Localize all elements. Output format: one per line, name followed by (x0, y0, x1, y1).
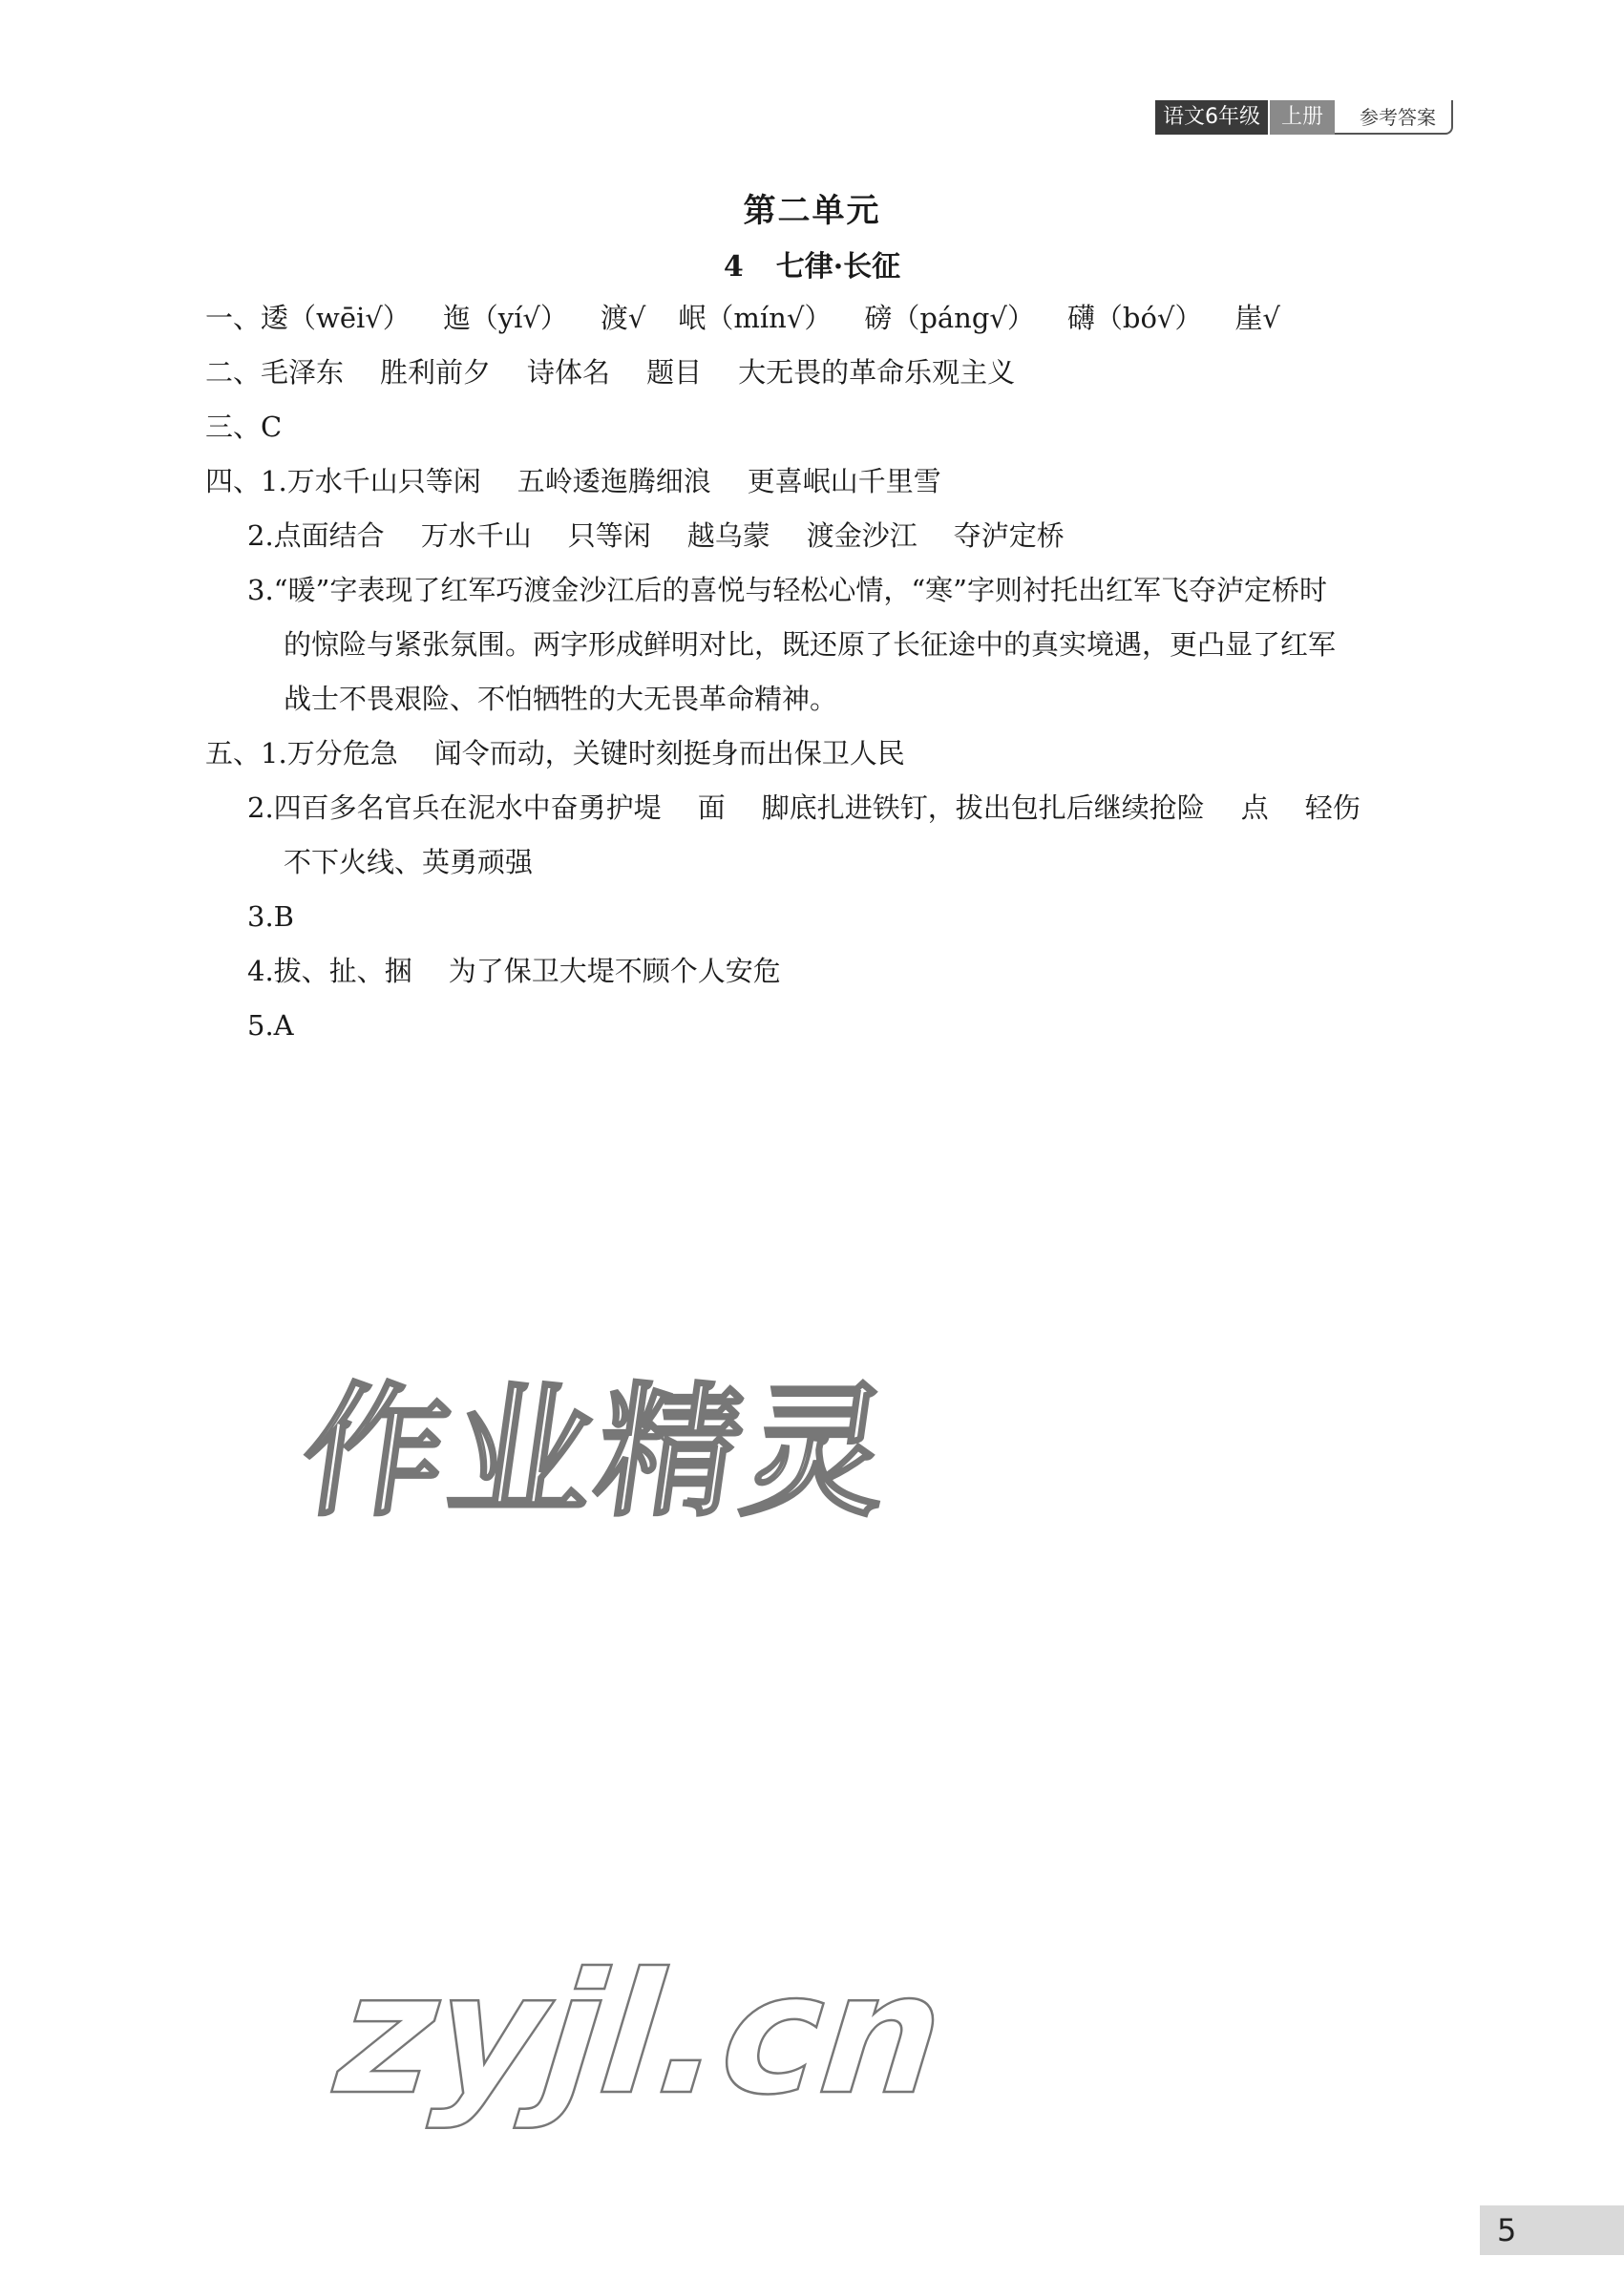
section-three (205, 400, 1485, 454)
section-four-q3-cont (205, 672, 1485, 727)
answer-text: 战士不畏艰险、不怕牺牲的大无畏革命精神。 (284, 683, 838, 715)
answer-item: 轻伤 (1304, 791, 1360, 824)
section-four-q3 (205, 563, 1485, 618)
lesson-number: 4 (723, 250, 744, 284)
answer-item: 礴（bó√） (1066, 302, 1203, 334)
answer-text: “暖”字表现了红军巧渡金沙江后的喜悦与轻松心情，“寒”字则衬托出红军飞夺泸定桥时 (273, 574, 1327, 606)
answer-item: 大无畏的革命乐观主义 (738, 356, 1016, 389)
section-five-q5 (205, 999, 1485, 1053)
section-label: 五、 (205, 737, 262, 770)
answer-item: 磅（páng√） (864, 302, 1035, 334)
answer-item: 拔、扯、捆 (273, 955, 412, 987)
section-five-q2-cont (205, 835, 1485, 890)
section-label: 四、 (205, 465, 262, 497)
answer-item: 万分危急 (286, 737, 398, 770)
answer-item: 脚底扎进铁钉，拔出包扎后继续抢险 (761, 791, 1205, 824)
answer-item: 逶（wēi√） (261, 302, 411, 334)
answer-item: 胜利前夕 (380, 356, 492, 389)
section-four-q1 (205, 454, 1485, 509)
question-number: 1. (261, 465, 287, 497)
answer-item: 五岭逶迤腾细浪 (517, 465, 711, 497)
answer-item: 点面结合 (273, 519, 385, 552)
answer-item: 渡金沙江 (806, 519, 917, 552)
section-label: 三、 (205, 411, 262, 443)
section-four-q2 (205, 509, 1485, 563)
answer-item: 只等闲 (567, 519, 651, 552)
header-grade: 语文6年级 (1155, 100, 1268, 135)
question-number: 2. (247, 519, 274, 552)
section-label: 二、 (205, 356, 262, 389)
answer-item: 更喜岷山千里雪 (747, 465, 941, 497)
answer-item: 越乌蒙 (686, 519, 770, 552)
section-one (205, 291, 1485, 346)
answer-item: 渡√ (600, 302, 646, 334)
answer-item: A (273, 1009, 294, 1042)
section-five-q2 (205, 781, 1485, 835)
question-number: 1. (261, 737, 287, 770)
answer-item: C (261, 411, 283, 443)
header-volume: 上册 (1268, 100, 1335, 135)
answer-item: 四百多名官兵在泥水中奋勇护堤 (273, 791, 662, 824)
unit-title: 第二单元 (743, 192, 881, 230)
page-number: 5 (1480, 2205, 1624, 2255)
header-tag (1155, 100, 1453, 135)
question-number: 3. (247, 574, 274, 606)
answer-text: 不下火线、英勇顽强 (284, 846, 534, 878)
answer-item: 毛泽东 (261, 356, 345, 389)
answer-item: 题目 (646, 356, 703, 389)
answer-item: 夺泸定桥 (953, 519, 1065, 552)
section-two (205, 346, 1485, 400)
answer-item: 诗体名 (527, 356, 611, 389)
answer-item: B (273, 900, 294, 933)
question-number: 5. (247, 1009, 274, 1042)
question-number: 2. (247, 791, 274, 824)
answer-item: 崖√ (1234, 302, 1280, 334)
answer-item: 点 (1240, 791, 1269, 824)
question-number: 4. (247, 955, 274, 987)
answer-item: 万水千山 (420, 519, 532, 552)
lesson-name: 七律·长征 (775, 250, 901, 284)
watermark-url: zyjl.cn (328, 1938, 952, 2132)
answer-content (205, 291, 1485, 1053)
section-label: 一、 (205, 302, 262, 334)
answer-item: 闻令而动，关键时刻挺身而出保卫人民 (433, 737, 905, 770)
answer-item: 岷（mín√） (678, 302, 833, 334)
answer-item: 为了保卫大堤不顾个人安危 (448, 955, 781, 987)
question-number: 3. (247, 900, 274, 933)
lesson-title (0, 243, 1624, 285)
section-five-q4 (205, 944, 1485, 999)
watermark-logo: 作业精灵 (291, 1370, 904, 1536)
section-four-q3-cont (205, 618, 1485, 672)
answer-item: 万水千山只等闲 (286, 465, 481, 497)
section-five-q3 (205, 890, 1485, 944)
header-answers: 参考答案 (1335, 100, 1453, 135)
answer-item: 面 (697, 791, 726, 824)
answer-item: 迤（yí√） (442, 302, 568, 334)
answer-text: 的惊险与紧张氛围。两字形成鲜明对比，既还原了长征途中的真实境遇，更凸显了红军 (284, 628, 1337, 661)
section-five-q1 (205, 727, 1485, 781)
